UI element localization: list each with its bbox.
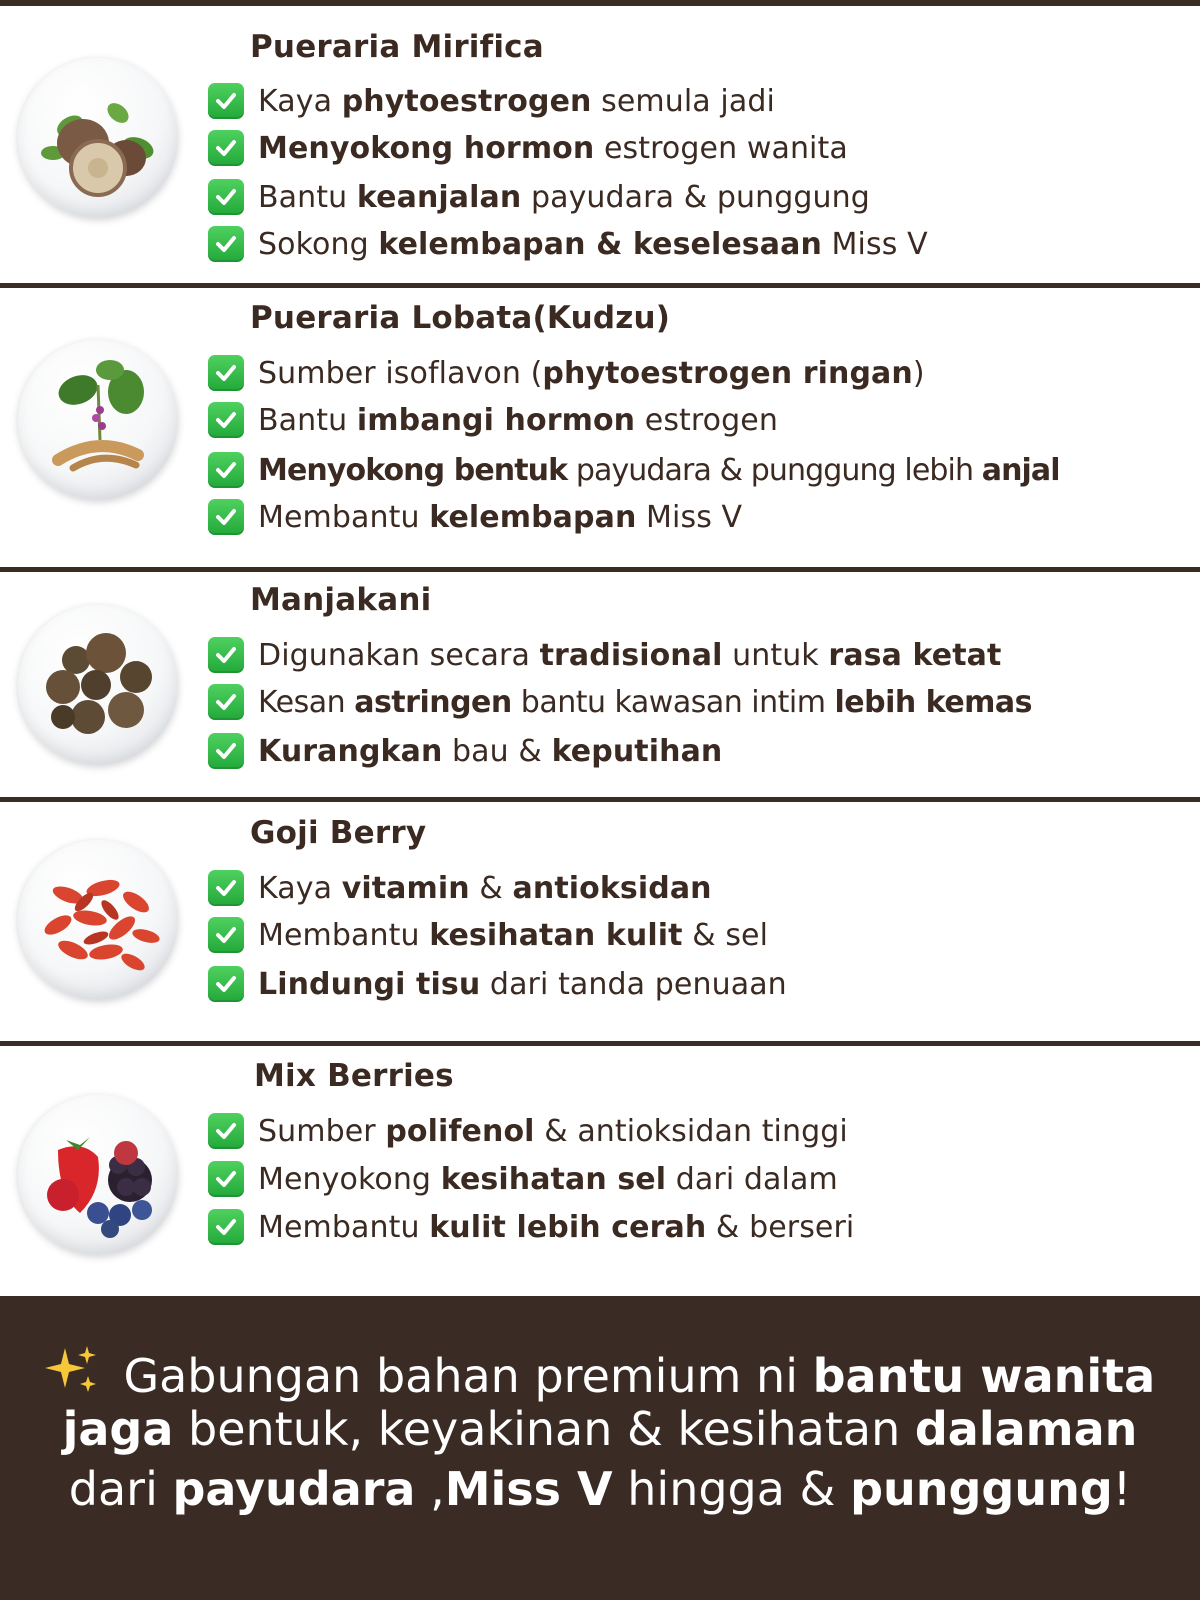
checkmark-icon bbox=[208, 917, 244, 953]
benefit-item bbox=[208, 868, 712, 908]
benefit-text: Sumber isoflavon (phytoestrogen ringan) bbox=[258, 355, 925, 391]
benefit-text: Lindungi tisu dari tanda penuaan bbox=[258, 966, 787, 1002]
benefit-text: Menyokong hormon estrogen wanita bbox=[258, 130, 848, 166]
divider bbox=[0, 797, 1200, 802]
checkmark-icon bbox=[208, 1113, 244, 1149]
benefit-item bbox=[208, 915, 768, 955]
checkmark-icon bbox=[208, 966, 244, 1002]
benefit-item bbox=[208, 1159, 838, 1199]
benefit-text: Kurangkan bau & keputihan bbox=[258, 733, 723, 769]
benefit-item bbox=[208, 224, 928, 264]
footer-line-3: dari payudara ,Miss V hingga & punggung! bbox=[68, 1462, 1132, 1516]
checkmark-icon bbox=[208, 733, 244, 769]
checkmark-icon bbox=[208, 637, 244, 673]
benefit-text: Menyokong bentuk payudara & punggung lebih anjal bbox=[258, 452, 1060, 488]
footer-line-2: jaga bentuk, keyakinan & kesihatan dalaman bbox=[62, 1402, 1138, 1456]
divider bbox=[0, 1041, 1200, 1046]
benefit-item bbox=[208, 128, 848, 168]
benefit-item bbox=[208, 635, 1001, 675]
benefit-text: Digunakan secara tradisional untuk rasa ketat bbox=[258, 637, 1002, 673]
benefit-item bbox=[208, 682, 1032, 722]
benefit-text: Kaya phytoestrogen semula jadi bbox=[258, 83, 775, 119]
ingredient-pueraria-mirifica bbox=[0, 0, 1200, 283]
checkmark-icon bbox=[208, 130, 244, 166]
ingredient-title: Pueraria Mirifica bbox=[250, 29, 544, 65]
benefit-text: Menyokong kesihatan sel dari dalam bbox=[258, 1161, 838, 1197]
checkmark-icon bbox=[208, 1161, 244, 1197]
benefit-item bbox=[208, 353, 925, 393]
checkmark-icon bbox=[208, 684, 244, 720]
checkmark-icon bbox=[208, 226, 244, 262]
benefit-item bbox=[208, 177, 870, 217]
footer-line-1: Gabungan bahan premium ni bantu wanita bbox=[0, 1342, 1200, 1407]
checkmark-icon bbox=[208, 402, 244, 438]
checkmark-icon bbox=[208, 870, 244, 906]
benefit-text: Sokong kelembapan & keselesaan Miss V bbox=[258, 226, 928, 262]
ingredient-title: Pueraria Lobata(Kudzu) bbox=[250, 300, 671, 336]
pueraria-mirifica-image bbox=[18, 58, 178, 218]
benefit-item bbox=[208, 497, 742, 537]
benefit-text: Sumber polifenol & antioksidan tinggi bbox=[258, 1113, 848, 1149]
benefit-text: Membantu kulit lebih cerah & berseri bbox=[258, 1209, 855, 1245]
summary-footer bbox=[0, 1296, 1200, 1600]
divider bbox=[0, 567, 1200, 572]
checkmark-icon bbox=[208, 499, 244, 535]
benefit-text: Membantu kelembapan Miss V bbox=[258, 499, 743, 535]
kudzu-image bbox=[18, 340, 178, 500]
benefit-item bbox=[208, 1207, 854, 1247]
benefit-item bbox=[208, 81, 775, 121]
benefit-text: Kesan astringen bantu kawasan intim lebih kemas bbox=[258, 684, 1033, 720]
checkmark-icon bbox=[208, 1209, 244, 1245]
divider bbox=[0, 283, 1200, 288]
benefit-item bbox=[208, 1111, 848, 1151]
mix-berries-image bbox=[18, 1095, 178, 1255]
benefit-text: Bantu imbangi hormon estrogen bbox=[258, 402, 778, 438]
ingredient-title: Mix Berries bbox=[254, 1058, 454, 1094]
sparkles-icon bbox=[45, 1342, 99, 1407]
benefit-text: Bantu keanjalan payudara & punggung bbox=[258, 179, 870, 215]
goji-berry-image bbox=[18, 840, 178, 1000]
ingredient-title: Manjakani bbox=[250, 582, 432, 618]
benefit-text: Kaya vitamin & antioksidan bbox=[258, 870, 712, 906]
benefit-text: Membantu kesihatan kulit & sel bbox=[258, 917, 769, 953]
benefit-item bbox=[208, 450, 1060, 490]
checkmark-icon bbox=[208, 452, 244, 488]
manjakani-image bbox=[18, 605, 178, 765]
benefit-item bbox=[208, 964, 787, 1004]
ingredient-title: Goji Berry bbox=[250, 815, 427, 851]
checkmark-icon bbox=[208, 83, 244, 119]
benefit-item bbox=[208, 731, 722, 771]
checkmark-icon bbox=[208, 179, 244, 215]
benefit-item bbox=[208, 400, 778, 440]
checkmark-icon bbox=[208, 355, 244, 391]
